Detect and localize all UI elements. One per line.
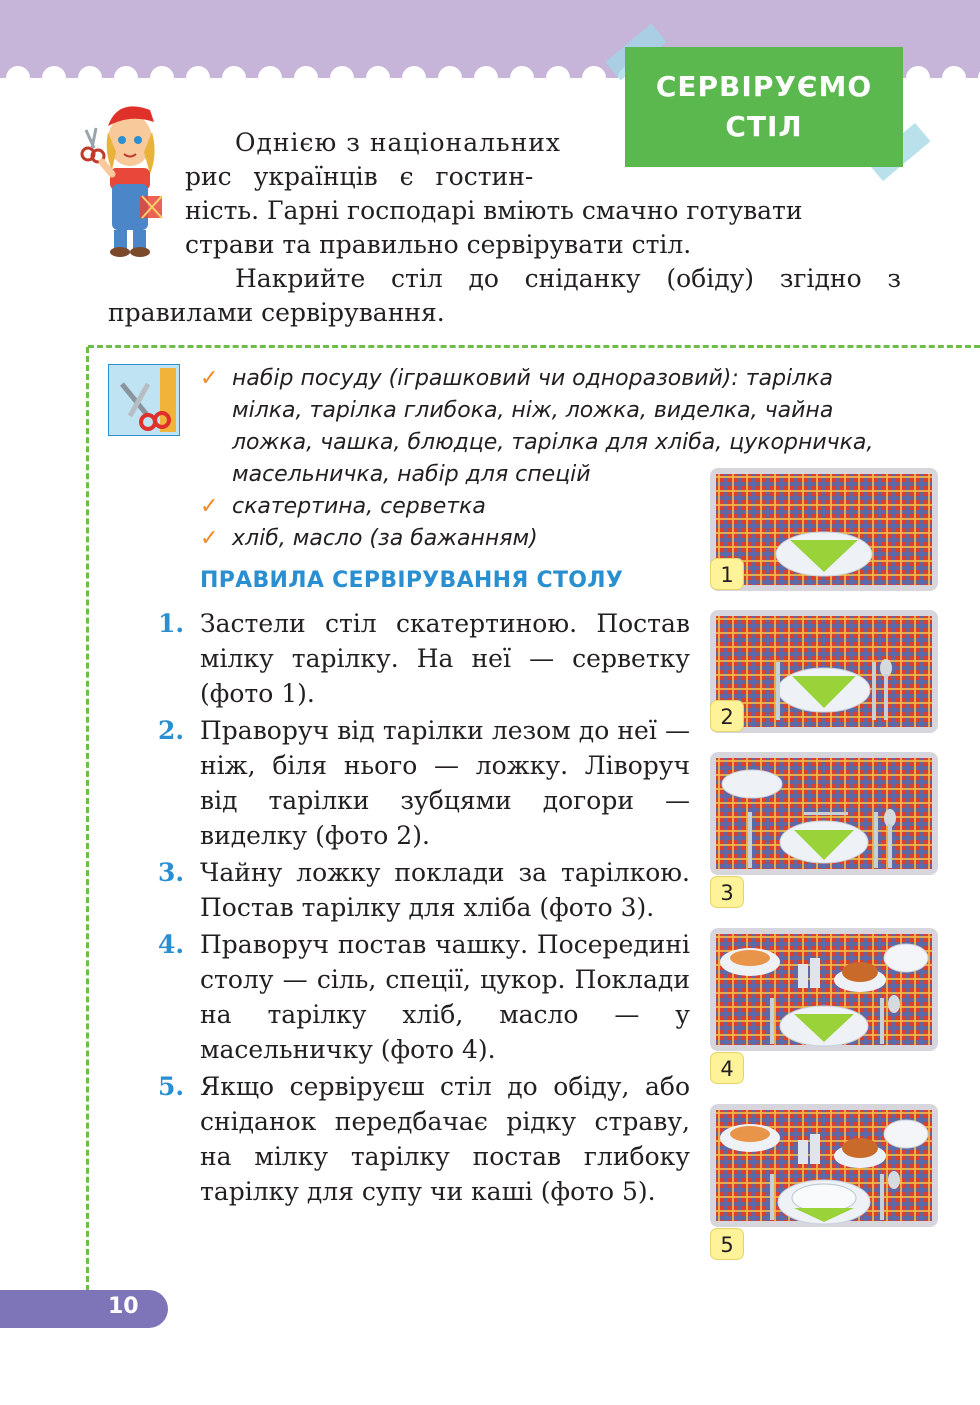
header-dot [42,66,66,90]
header-dot [474,66,498,90]
header-dot [582,66,606,90]
header-dot [222,66,246,90]
dashed-frame-left [86,347,89,1300]
step-number: 1. [158,609,185,638]
girl-with-scissors-illustration [78,92,178,257]
photo-5 [710,1104,938,1227]
photo-label-1: 1 [710,558,744,590]
photo-3 [710,752,938,875]
lesson-title-line1: СЕРВІРУЄМО [655,70,873,103]
header-dot [330,66,354,90]
header-dot [150,66,174,90]
check-icon: ✓ [200,526,219,551]
photo-1 [710,468,938,591]
header-dot [78,66,102,90]
step-number: 2. [158,716,185,745]
intro-line-1: Однією з національних [235,128,562,157]
header-dot [294,66,318,90]
intro-line-2: рис українців є гостин- [185,162,534,191]
photo-label-4: 4 [710,1052,744,1084]
photo-label-2: 2 [710,700,744,732]
dashed-frame-top [88,345,980,348]
photo-label-3: 3 [710,876,744,908]
rules-title: ПРАВИЛА СЕРВІРУВАННЯ СТОЛУ [200,568,624,593]
step-item [158,855,690,925]
step-text: Застели стіл скатертиною. Постав мілку тарілку. На неї — серветку (фото 1). [200,609,690,708]
photo-4 [710,928,938,1051]
photo-label-5: 5 [710,1228,744,1260]
check-icon: ✓ [200,366,219,391]
steps-list [158,606,690,1211]
intro-line-4: страви та правильно сервірувати стіл. [185,230,692,259]
page-number-tab [0,1290,168,1328]
step-number: 5. [158,1072,185,1101]
header-dot [402,66,426,90]
step-text: Якщо сервіруєш стіл до обіду, або сніданок передбачає рідку страву, на мілку тарілку постав глибоку тарілку для супу чи каші (фото 5). [200,1072,690,1206]
materials-item-text: скатертина, серветка [232,494,486,519]
header-dot [258,66,282,90]
materials-item-text: набір посуду (іграшковий чи одноразовий): тарілка мілка, тарілка глибока, ніж, ложка, виделка, чайна ложка, чашка, блюдце, тарілка для хліба, цукорничка, масельничка, набір для спецій [232,366,874,487]
step-item [158,1069,690,1209]
materials-item-text: хліб, масло (за бажанням) [232,526,538,551]
header-dot [942,66,966,90]
intro-paragraph-2: Накрийте стіл до сніданку (обіду) згідно з правилами сервірування. [108,264,901,327]
header-dot [366,66,390,90]
lesson-title [625,47,903,167]
step-item [158,606,690,711]
header-dot [546,66,570,90]
step-text: Праворуч від тарілки лезом до неї — ніж, біля нього — ложку. Ліворуч від тарілки зубцями догори — виделку (фото 2). [200,716,690,850]
step-text: Праворуч постав чашку. Посередині столу — сіль, спеції, цукор. Поклади на тарілку хліб, масло — у масельничку (фото 4). [200,930,690,1064]
step-number: 3. [158,858,185,887]
header-dot [438,66,462,90]
header-dot [510,66,534,90]
lesson-title-line2: СТІЛ [725,110,803,143]
photo-2 [710,610,938,733]
intro-line-3: ність. Гарні господарі вміють смачно готувати [185,196,803,225]
step-item [158,713,690,853]
step-number: 4. [158,930,185,959]
header-dot [114,66,138,90]
step-item [158,927,690,1067]
header-dot [906,66,930,90]
check-icon: ✓ [200,494,219,519]
page-number: 10 [108,1294,139,1319]
step-text: Чайну ложку поклади за тарілкою. Постав тарілку для хліба (фото 3). [200,858,690,922]
header-dot [186,66,210,90]
scissors-tools-icon [108,364,180,436]
header-dot [6,66,30,90]
